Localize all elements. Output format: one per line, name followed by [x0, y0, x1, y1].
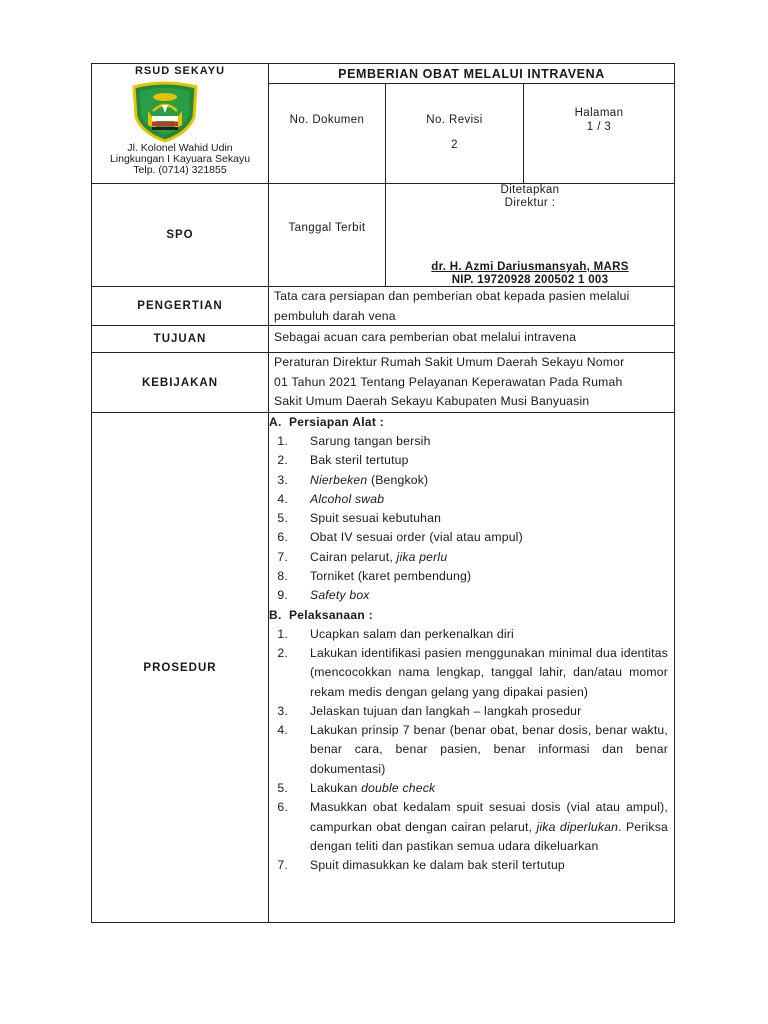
pelaksanaan-item-number: 1.	[277, 626, 288, 641]
spo-label: SPO	[91, 184, 269, 287]
pelaksanaan-item-text: Masukkan obat kedalam spuit sesuai dosis (vial atau ampul), campurkan obat dengan cairan pelarut, jika diperlukan. Periksa dengan teliti dan pastikan semua udara dikeluarkan	[310, 800, 668, 853]
prosedur-content	[269, 413, 675, 923]
pelaksanaan-item-text: Ucapkan salam dan perkenalkan diri	[310, 626, 514, 641]
alat-item-text: Alcohol swab	[310, 491, 385, 506]
alat-item-text: Spuit sesuai kebutuhan	[310, 511, 442, 526]
alat-item	[269, 586, 674, 605]
document-title: PEMBERIAN OBAT MELALUI INTRAVENA	[269, 63, 675, 84]
pengertian-text	[269, 287, 675, 326]
halaman-value: 1 / 3	[586, 121, 612, 133]
alat-item-number: 9.	[277, 588, 288, 603]
alat-item-text: Obat IV sesuai order (vial atau ampul)	[310, 530, 523, 545]
director-name: dr. H. Azmi Dariusmansyah, MARS	[431, 261, 629, 273]
pelaksanaan-item-text: Jelaskan tujuan dan langkah – langkah prosedur	[310, 703, 582, 718]
kebijakan-label: KEBIJAKAN	[91, 353, 269, 413]
tujuan-text: Sebagai acuan cara pemberian obat melalui intravena	[269, 326, 675, 353]
alat-item-text: Sarung tangan bersih	[310, 434, 431, 448]
pelaksanaan-item-number: 6.	[277, 800, 288, 815]
alat-list	[269, 432, 674, 606]
alat-item-number: 5.	[277, 511, 288, 526]
kebijakan-line-1: Peraturan Direktur Rumah Sakit Umum Daerah Sekayu Nomor	[274, 355, 625, 369]
alat-item-number: 3.	[277, 472, 288, 487]
alat-item	[269, 451, 674, 470]
alat-item-number: 8.	[277, 569, 288, 584]
section-b-heading	[269, 606, 674, 625]
alat-item-text: Nierbeken (Bengkok)	[310, 472, 429, 487]
direktur-label: Direktur :	[504, 197, 556, 209]
alat-item-number: 7.	[277, 549, 288, 564]
pelaksanaan-item	[269, 856, 674, 875]
tanggal-terbit-label: Tanggal Terbit	[288, 222, 366, 234]
approval-cell	[386, 184, 675, 287]
section-b-title: Pelaksanaan :	[289, 607, 373, 622]
pelaksanaan-item-text: Spuit dimasukkan ke dalam bak steril tertutup	[310, 858, 565, 873]
phone-number: Telp. (0714) 321855	[133, 164, 227, 176]
pelaksanaan-item	[269, 798, 674, 856]
pelaksanaan-item	[269, 702, 674, 721]
pengertian-label: PENGERTIAN	[91, 287, 269, 326]
kebijakan-line-3: Sakit Umum Daerah Sekayu Kabupaten Musi Banyuasin	[274, 394, 590, 409]
alat-item	[269, 471, 674, 490]
alat-item	[269, 490, 674, 509]
alat-item	[269, 509, 674, 528]
address-line-1: Jl. Kolonel Wahid Udin	[127, 142, 233, 154]
section-a-title: Persiapan Alat :	[289, 415, 385, 429]
regency-logo-icon	[128, 81, 202, 143]
kebijakan-line-2: 01 Tahun 2021 Tentang Pelayanan Keperawatan Pada Rumah	[274, 374, 623, 389]
ditetapkan-label: Ditetapkan	[500, 184, 560, 196]
alat-item-text: Torniket (karet pembendung)	[310, 569, 472, 584]
pelaksanaan-item-number: 7.	[277, 858, 288, 873]
no-dokumen-cell	[269, 84, 386, 184]
alat-item	[269, 432, 674, 451]
director-nip: NIP. 19720928 200502 1 003	[451, 274, 609, 286]
no-revisi-label: No. Revisi	[426, 114, 483, 126]
no-dokumen-label: No. Dokumen	[289, 114, 365, 126]
pelaksanaan-item-number: 3.	[277, 703, 288, 718]
pelaksanaan-item-number: 2.	[277, 645, 288, 660]
alat-item-text: Bak steril tertutup	[310, 453, 409, 468]
no-revisi-value: 2	[451, 139, 458, 151]
pelaksanaan-item	[269, 625, 674, 644]
pelaksanaan-item	[269, 644, 674, 702]
alat-item-text: Cairan pelarut, jika perlu	[310, 549, 448, 564]
address-line-2: Lingkungan I Kayuara Sekayu	[109, 153, 251, 165]
pelaksanaan-item-number: 4.	[277, 723, 288, 738]
alat-item	[269, 567, 674, 586]
pelaksanaan-item-text: Lakukan identifikasi pasien menggunakan minimal dua identitas (mencocokkan nama lengkap, tanggal lahir, dan/atau momor rekam medis dengan gelang yang dipakai pasien)	[310, 645, 668, 699]
kebijakan-text	[269, 353, 675, 413]
alat-item-number: 1.	[277, 434, 288, 448]
pengertian-line-1: Tata cara persiapan dan pemberian obat kepada pasien melalui	[274, 289, 630, 303]
alat-item-number: 2.	[277, 453, 288, 468]
hospital-identity-cell	[91, 63, 269, 184]
halaman-cell	[524, 84, 675, 184]
section-a-heading	[269, 413, 674, 432]
halaman-label: Halaman	[574, 107, 624, 119]
prosedur-label: PROSEDUR	[91, 413, 269, 923]
pelaksanaan-item-text: Lakukan double check	[310, 781, 436, 796]
no-revisi-cell	[386, 84, 524, 184]
pelaksanaan-item	[269, 721, 674, 779]
pelaksanaan-item-number: 5.	[277, 781, 288, 796]
spo-document	[91, 63, 675, 923]
alat-item-text: Safety box	[310, 588, 370, 603]
section-b-marker: B.	[269, 607, 282, 622]
pelaksanaan-item-text: Lakukan prinsip 7 benar (benar obat, benar dosis, benar waktu, benar cara, benar pasien, benar informasi dan benar dokumentasi)	[310, 723, 668, 776]
alat-item	[269, 528, 674, 547]
alat-item-number: 4.	[277, 491, 288, 506]
tujuan-label: TUJUAN	[91, 326, 269, 353]
alat-item-number: 6.	[277, 530, 288, 545]
section-a-marker: A.	[269, 415, 282, 429]
tanggal-terbit-cell	[269, 184, 386, 287]
pelaksanaan-item	[269, 779, 674, 798]
hospital-name: RSUD SEKAYU	[134, 65, 226, 77]
pelaksanaan-list	[269, 625, 674, 876]
pengertian-line-2: pembuluh darah vena	[274, 308, 396, 323]
alat-item	[269, 548, 674, 567]
